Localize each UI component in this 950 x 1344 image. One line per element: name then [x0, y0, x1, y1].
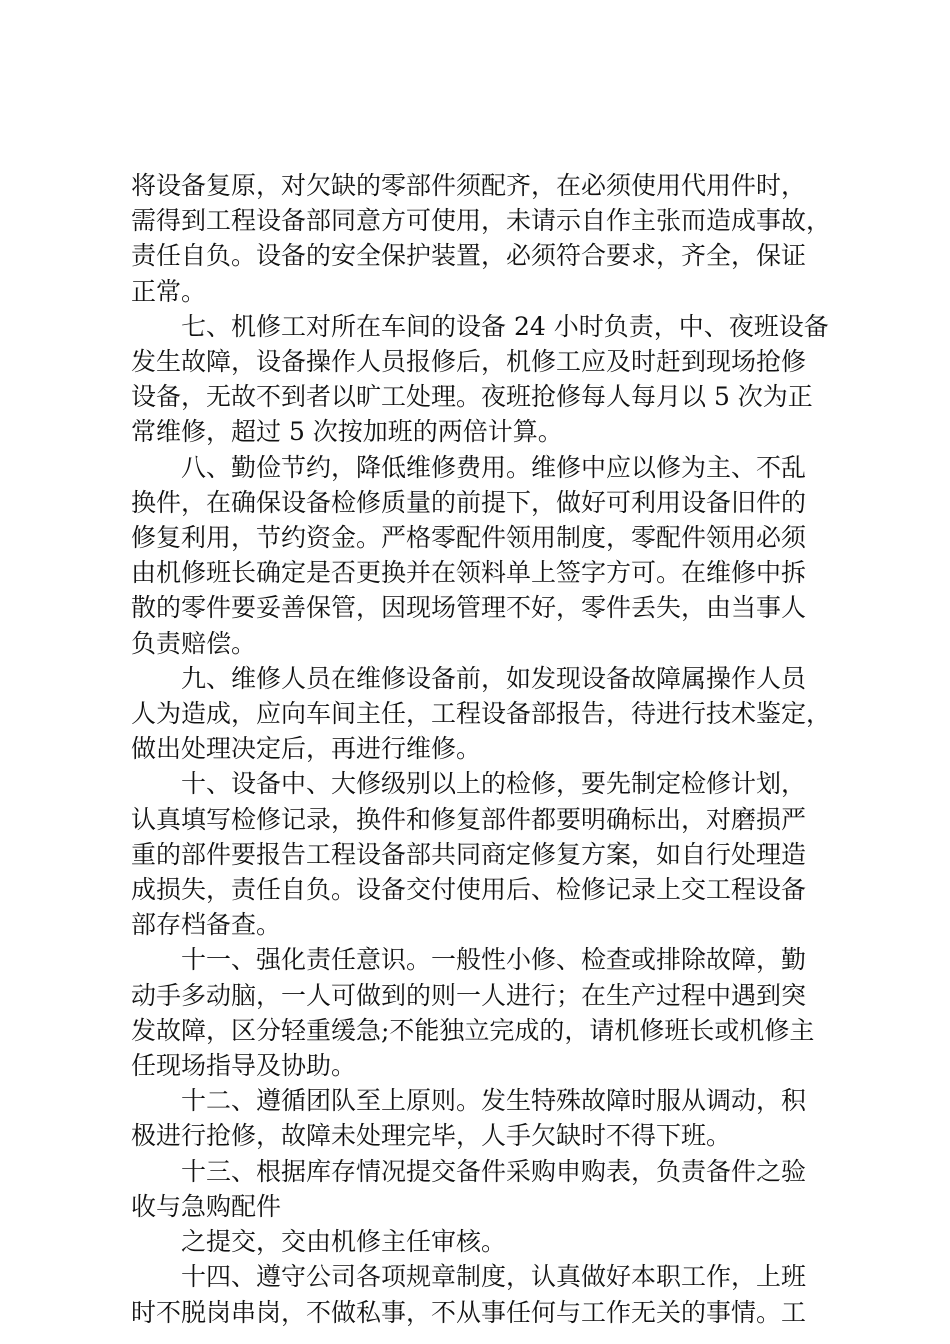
document-body [131, 168, 851, 1330]
paragraph-item-14: 十四、遵守公司各项规章制度，认真做好本职工作，上班 时不脱岗串岗，不做私事，不从事任何与工作无关的事情。工 [131, 1262, 807, 1327]
paragraph-item-11: 十一、强化责任意识。一般性小修、检查或排除故障，勤 动手多动脑，一人可做到的则一人进行；在生产过程中遇到突 发故障，区分轻重缓急;不能独立完成的，请机修班长或机修主 任现场指导及协助。 [131, 945, 815, 1081]
paragraph-item-13: 十三、根据库存情况提交备件采购申购表，负责备件之验 收与急购配件 [131, 1156, 807, 1221]
paragraph-item-9: 九、维修人员在维修设备前，如发现设备故障属操作人员 人为造成，应向车间主任，工程设备部报告，待进行技术鉴定， 做出处理决定后，再进行维修。 [131, 663, 832, 764]
paragraph-item-8: 八、勤俭节约，降低维修费用。维修中应以修为主、不乱 换件，在确保设备检修质量的前提下，做好可利用设备旧件的 修复利用，节约资金。严格零配件领用制度，零配件领用必须 由机修班长确定是否更换并在领料单上签字方可。在维修中拆 散的零件要妥善保管，因现场管理不好，零件丢失，由当事人 负责赔偿。 [131, 452, 807, 658]
paragraph-item-12: 十二、遵循团队至上原则。发生特殊故障时服从调动，积 极进行抢修，故障未处理完毕，人手欠缺时不得下班。 [131, 1086, 807, 1151]
paragraph-equipment-restore: 将设备复原，对欠缺的零部件须配齐，在必须使用代用件时， 需得到工程设备部同意方可使用，未请示自作主张而造成事故， 责任自负。设备的安全保护装置，必须符合要求，齐全，保证 正常。 [131, 171, 832, 306]
paragraph-item-7: 七、机修工对所在车间的设备 24 小时负责，中、夜班设备 发生故障，设备操作人员报修后，机修工应及时赶到现场抢修 设备，无故不到者以旷工处理。夜班抢修每人每月以 5 次为正 常维修，超过 5 次按加班的两倍计算。 [131, 311, 829, 447]
paragraph-item-13-continued: 之提交，交由机修主任审核。 [131, 1227, 507, 1257]
paragraph-item-10: 十、设备中、大修级别以上的检修，要先制定检修计划， 认真填写检修记录，换件和修复部件都要明确标出，对磨损严 重的部件要报告工程设备部共同商定修复方案，如自行处理造 成损失，责任自负。设备交付使用后、检修记录上交工程设备 部存档备查。 [131, 769, 807, 940]
